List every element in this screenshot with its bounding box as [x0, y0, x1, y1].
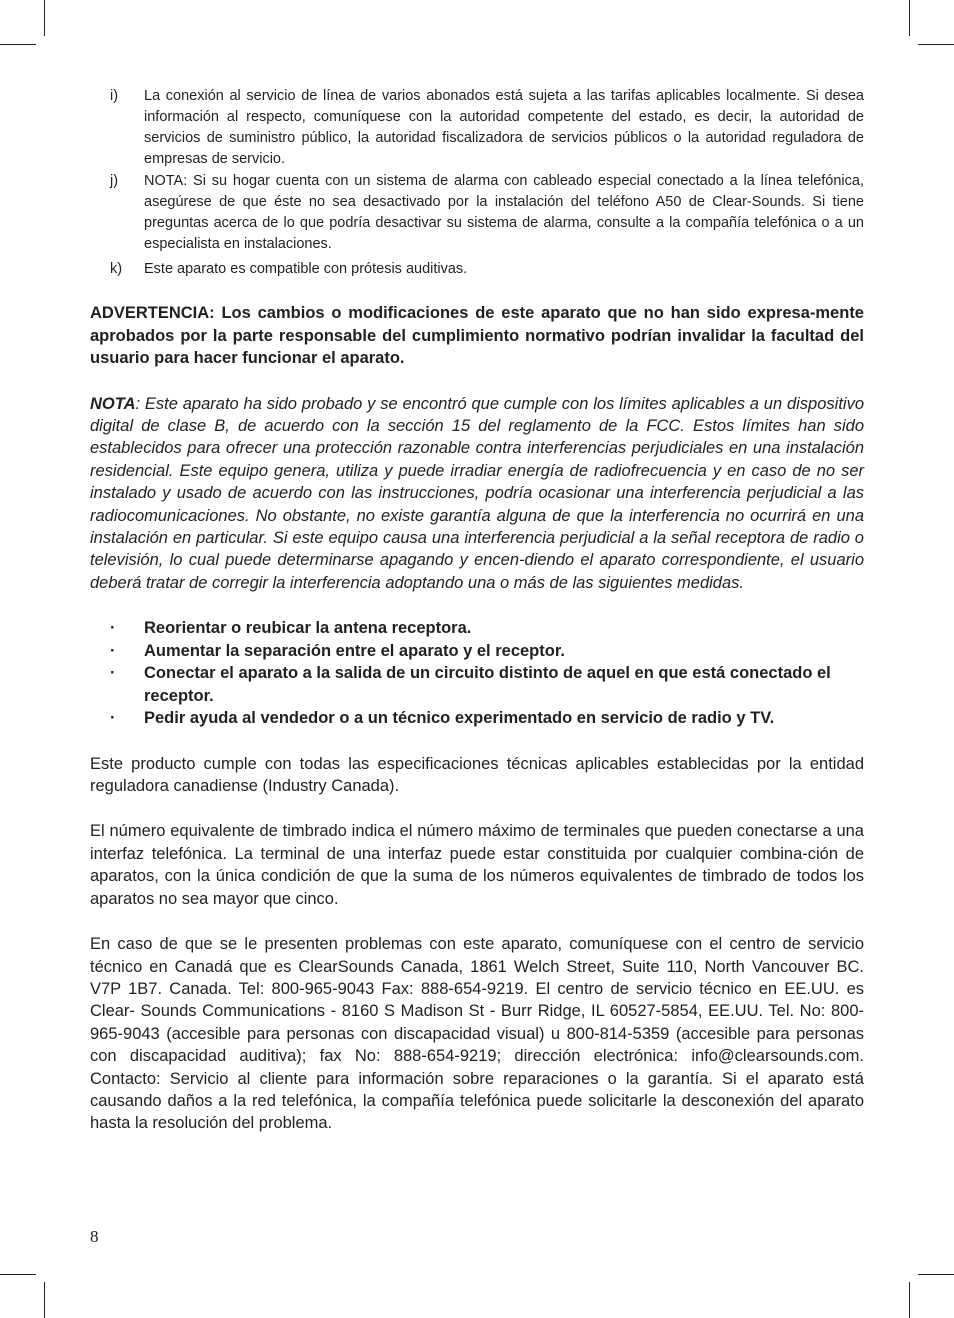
page-content — [90, 86, 864, 1135]
bullet-marker: · — [110, 641, 116, 660]
list-item — [90, 171, 864, 255]
list-item — [90, 707, 864, 730]
list-item — [90, 617, 864, 640]
page-number: 8 — [90, 1227, 99, 1246]
list-marker: j) — [110, 173, 119, 189]
service-contact-paragraph: En caso de que se le presenten problemas con este aparato, comuníquese con el centro de servicio técnico en Canadá que es ClearSounds Canada, 1861 Welch Street, Suite 110, North Vancouver BC. V7P 1B7. Canada. Tel: 800-965-9043 Fax: 888-654-9219. El centro de servicio técnico en EE.UU. es Clear- Sounds Communications - 8160 S Madison St - Burr Ridge, IL 60527-5854, EE.UU. Tel. No: 800-965-9043 (accesible para personas con discapacidad visual) u 800-814-5359 (accesible para personas con discapacidad auditiva); fax No: 888-654-9219; dirección electrónica: info@clearsounds.com. Contacto: Servicio al cliente para información sobre reparaciones o la garantía. Si el aparato está causando daños a la red telefónica, la compañía telefónica puede solicitarle la desconexión del aparato hasta la resolución del problema. — [90, 935, 864, 1133]
list-text: NOTA: Si su hogar cuenta con un sistema de alarma con cableado especial conectado a la línea telefónica, asegúrese de que éste no sea desactivado por la instalación del teléfono A50 de Clear-Sounds. Si tiene preguntas acerca de lo que podría desactivar su sistema de alarma, consulte a la compañía telefónica o a un especialista en instalaciones. — [144, 173, 864, 252]
industry-canada-paragraph: Este producto cumple con todas las especificaciones técnicas aplicables establecidas por la entidad reguladora canadiense (Industry Canada). — [90, 754, 864, 796]
bullet-marker: · — [110, 709, 116, 728]
list-marker: k) — [110, 261, 123, 277]
note-label: NOTA — [90, 394, 136, 413]
bullet-text: Conectar el aparato a la salida de un circuito distinto de aquel en que está conectado el receptor. — [144, 664, 831, 705]
bullet-marker: · — [110, 664, 116, 683]
crop-mark-bottom-right-horizontal — [918, 1274, 954, 1275]
crop-mark-top-left-horizontal — [0, 44, 36, 45]
list-item — [90, 662, 864, 707]
crop-mark-bottom-right-vertical — [909, 1282, 910, 1318]
bullet-text: Aumentar la separación entre el aparato y el receptor. — [144, 641, 565, 660]
crop-mark-top-right-vertical — [909, 0, 910, 36]
note-text: : Este aparato ha sido probado y se encontró que cumple con los límites aplicables a un dispositivo digital de clase B, de acuerdo con la sección 15 del reglamento de la FCC. Estos límites han sido establecidos para ofrecer una protección razonable contra interferencias perjudiciales en una instalación residencial. Este equipo genera, utiliza y puede irradiar energía de radiofrecuencia y en caso de no ser instalado y usado de acuerdo con las instrucciones, podría ocasionar una interferencia perjudicial a las radiocomunicaciones. No obstante, no existe garantía alguna de que la interferencia no ocurrirá en una instalación en particular. Si este equipo causa una interferencia perjudicial a la señal receptora de radio o televisión, lo cual puede determinarse apagando y encen-diendo el aparato correspondiente, el usuario deberá tratar de corregir la interferencia adoptando una o más de las siguientes medidas. — [90, 394, 864, 592]
measures-list — [90, 617, 864, 730]
list-item — [90, 640, 864, 663]
list-marker: i) — [110, 88, 119, 104]
list-text: Este aparato es compatible con prótesis auditivas. — [144, 261, 468, 277]
crop-mark-top-right-horizontal — [918, 44, 954, 45]
bullet-marker: · — [110, 619, 116, 638]
bullet-text: Reorientar o reubicar la antena receptora. — [144, 619, 472, 638]
bullet-text: Pedir ayuda al vendedor o a un técnico experimentado en servicio de radio y TV. — [144, 709, 775, 728]
list-item — [90, 259, 864, 280]
ringer-equivalence-paragraph: El número equivalente de timbrado indica el número máximo de terminales que pueden conectarse a una interfaz telefónica. La terminal de una interfaz puede estar constituida por cualquier combina-ción de aparatos, con la única condición de que la suma de los números equivalentes de timbrado de todos los aparatos no sea mayor que cinco. — [90, 822, 864, 908]
conditions-list — [90, 86, 864, 280]
fcc-note-paragraph — [90, 393, 864, 595]
list-text: La conexión al servicio de línea de varios abonados está sujeta a las tarifas aplicables localmente. Si desea información al respecto, comuníquese con la autoridad competente del estado, es decir, la autoridad de servicios de suministro público, la autoridad fiscalizadora de servicios públicos o la autoridad reguladora de empresas de servicio. — [144, 88, 864, 167]
list-item — [90, 86, 864, 170]
crop-mark-bottom-left-vertical — [44, 1282, 45, 1318]
crop-mark-top-left-vertical — [44, 0, 45, 36]
warning-paragraph: ADVERTENCIA: Los cambios o modificaciones de este aparato que no han sido expresa-mente aprobados por la parte responsable del cumplimiento normativo podrían invalidar la facultad del usuario para hacer funcionar el aparato. — [90, 304, 864, 367]
crop-mark-bottom-left-horizontal — [0, 1274, 36, 1275]
